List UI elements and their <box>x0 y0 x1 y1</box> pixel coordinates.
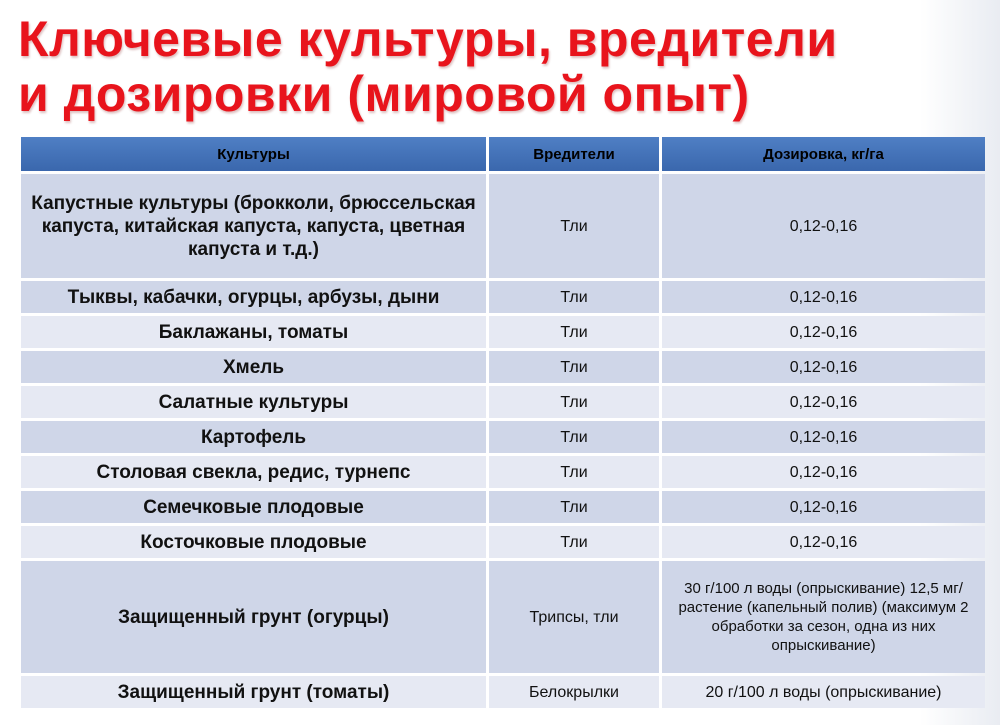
table-header-row <box>21 137 985 171</box>
pest-cell: Тли <box>489 281 659 313</box>
dosage-table <box>18 134 988 711</box>
pest-cell: Тли <box>489 351 659 383</box>
dosage-table-container <box>18 134 982 711</box>
crop-cell: Капустные культуры (брокколи, брюссельская капуста, китайская капуста, капуста, цветная капуста и т.д.) <box>21 174 486 278</box>
table-row <box>21 421 985 453</box>
crop-cell: Семечковые плодовые <box>21 491 486 523</box>
crop-cell: Столовая свекла, редис, турнепс <box>21 456 486 488</box>
table-row <box>21 526 985 558</box>
dosage-cell: 20 г/100 л воды (опрыскивание) <box>662 676 985 708</box>
dosage-cell: 30 г/100 л воды (опрыскивание) 12,5 мг/растение (капельный полив) (максимум 2 обработки за сезон, одна из них опрыскивание) <box>662 561 985 673</box>
crop-cell: Картофель <box>21 421 486 453</box>
dosage-cell: 0,12-0,16 <box>662 526 985 558</box>
pest-cell: Тли <box>489 174 659 278</box>
dosage-cell: 0,12-0,16 <box>662 421 985 453</box>
table-row <box>21 351 985 383</box>
pest-cell: Трипсы, тли <box>489 561 659 673</box>
pest-cell: Белокрылки <box>489 676 659 708</box>
table-row <box>21 386 985 418</box>
pest-cell: Тли <box>489 491 659 523</box>
table-row <box>21 281 985 313</box>
crop-cell: Хмель <box>21 351 486 383</box>
dosage-cell: 0,12-0,16 <box>662 174 985 278</box>
title-line-2: и дозировки (мировой опыт) <box>18 66 750 122</box>
crop-cell: Тыквы, кабачки, огурцы, арбузы, дыни <box>21 281 486 313</box>
table-row <box>21 316 985 348</box>
header-pests: Вредители <box>489 137 659 171</box>
crop-cell: Салатные культуры <box>21 386 486 418</box>
dosage-cell: 0,12-0,16 <box>662 316 985 348</box>
dosage-cell: 0,12-0,16 <box>662 281 985 313</box>
dosage-cell: 0,12-0,16 <box>662 456 985 488</box>
table-row <box>21 174 985 278</box>
pest-cell: Тли <box>489 526 659 558</box>
table-row <box>21 491 985 523</box>
dosage-cell: 0,12-0,16 <box>662 351 985 383</box>
header-crops: Культуры <box>21 137 486 171</box>
table-row <box>21 456 985 488</box>
crop-cell: Косточковые плодовые <box>21 526 486 558</box>
table-row <box>21 676 985 708</box>
pest-cell: Тли <box>489 316 659 348</box>
crop-cell: Защищенный грунт (огурцы) <box>21 561 486 673</box>
page-title <box>18 12 978 122</box>
pest-cell: Тли <box>489 386 659 418</box>
crop-cell: Баклажаны, томаты <box>21 316 486 348</box>
dosage-cell: 0,12-0,16 <box>662 491 985 523</box>
table-row <box>21 561 985 673</box>
title-line-1: Ключевые культуры, вредители <box>18 11 838 67</box>
dosage-cell: 0,12-0,16 <box>662 386 985 418</box>
crop-cell: Защищенный грунт (томаты) <box>21 676 486 708</box>
pest-cell: Тли <box>489 456 659 488</box>
header-dosage: Дозировка, кг/га <box>662 137 985 171</box>
pest-cell: Тли <box>489 421 659 453</box>
